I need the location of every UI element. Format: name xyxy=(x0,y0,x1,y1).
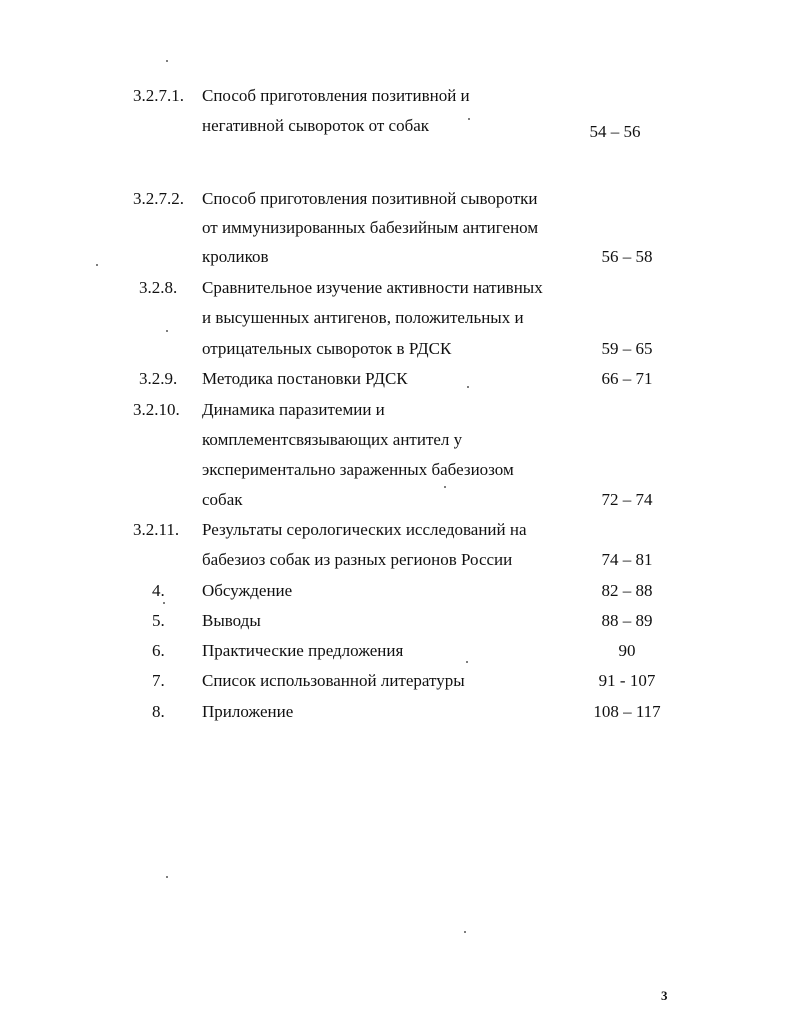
toc-title-line: собак xyxy=(202,490,243,509)
toc-title-line: Результаты серологических исследований на xyxy=(202,520,527,539)
toc-pages: 90 xyxy=(618,641,636,660)
scan-speck xyxy=(166,330,168,332)
scan-speck xyxy=(466,661,468,663)
toc-pages: 54 – 56 xyxy=(589,122,641,141)
toc-number: 8. xyxy=(152,702,165,721)
toc-title-line: Способ приготовления позитивной сыворотки xyxy=(202,189,538,208)
toc-pages: 66 – 71 xyxy=(601,369,653,388)
toc-number: 4. xyxy=(152,581,165,600)
toc-title-line: комплементсвязывающих антител у xyxy=(202,430,463,449)
toc-pages: 82 – 88 xyxy=(601,581,653,600)
toc-title-line: Методика постановки РДСК xyxy=(202,369,408,388)
toc-title-line: бабезиоз собак из разных регионов России xyxy=(202,550,513,569)
toc-pages: 72 – 74 xyxy=(601,490,653,509)
toc-title-line: Обсуждение xyxy=(202,581,293,600)
scan-speck xyxy=(166,876,168,878)
scan-speck xyxy=(163,602,165,604)
toc-title-line: Список использованной литературы xyxy=(202,671,465,690)
scan-speck xyxy=(96,264,98,266)
toc-pages: 88 – 89 xyxy=(601,611,653,630)
toc-number: 7. xyxy=(152,671,165,690)
scan-speck xyxy=(166,60,168,62)
toc-pages: 56 – 58 xyxy=(601,247,653,266)
toc-title-line: Динамика паразитемии и xyxy=(202,400,385,419)
toc-title-line: Способ приготовления позитивной и xyxy=(202,86,470,105)
toc-title-line: кроликов xyxy=(202,247,269,266)
scan-speck xyxy=(468,118,470,120)
toc-number: 3.2.9. xyxy=(139,369,178,388)
toc-pages: 91 - 107 xyxy=(598,671,656,690)
toc-number: 3.2.7.2. xyxy=(133,189,184,208)
toc-title-line: и высушенных антигенов, положительных и xyxy=(202,308,524,327)
scan-speck xyxy=(444,486,446,488)
toc-number: 6. xyxy=(152,641,165,660)
toc-pages: 74 – 81 xyxy=(601,550,653,569)
toc-title-line: Сравнительное изучение активности нативных xyxy=(202,278,543,297)
scan-speck xyxy=(464,931,466,933)
toc-pages: 108 – 117 xyxy=(593,702,661,721)
toc-pages: 59 – 65 xyxy=(601,339,653,358)
toc-title-line: негативной сывороток от собак xyxy=(202,116,430,135)
toc-title-line: Практические предложения xyxy=(202,641,404,660)
toc-title-line: экспериментально зараженных бабезиозом xyxy=(202,460,514,479)
toc-number: 3.2.10. xyxy=(133,400,180,419)
toc-title-line: Выводы xyxy=(202,611,261,630)
toc-title-line: отрицательных сывороток в РДСК xyxy=(202,339,452,358)
page-number: 3 xyxy=(661,988,668,1003)
scan-speck xyxy=(467,386,469,388)
toc-title-line: от иммунизированных бабезийным антигеном xyxy=(202,218,539,237)
toc-number: 3.2.8. xyxy=(139,278,178,297)
toc-number: 3.2.11. xyxy=(133,520,180,539)
toc-number: 3.2.7.1. xyxy=(133,86,184,105)
toc-title-line: Приложение xyxy=(202,702,294,721)
toc-number: 5. xyxy=(152,611,165,630)
